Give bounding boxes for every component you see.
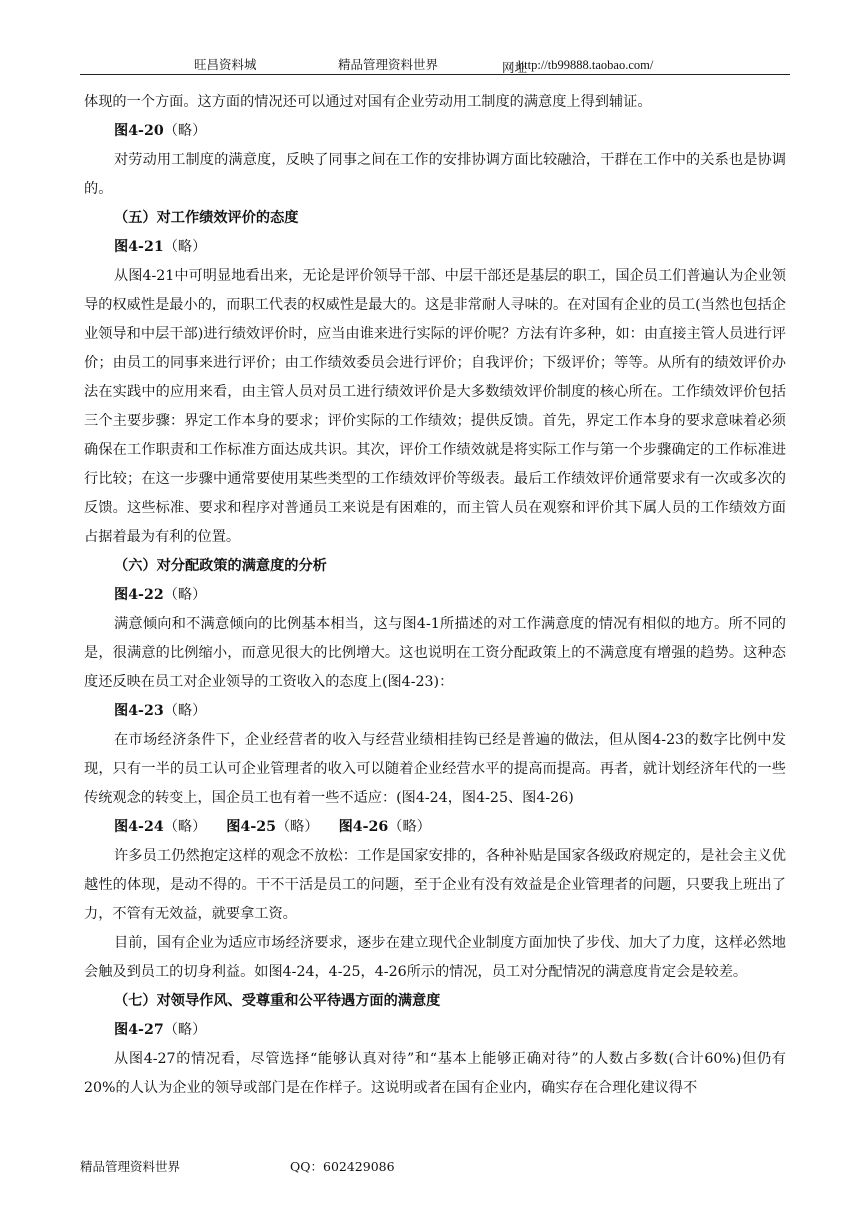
figure-number: 图4-20 bbox=[114, 123, 164, 139]
figure-number: 图4-21 bbox=[114, 239, 164, 255]
header-site-name: 旺昌资料城 bbox=[194, 57, 257, 72]
header-url-link[interactable]: http://tb99888.taobao.com/ bbox=[517, 58, 654, 72]
figure-label-4-27 bbox=[84, 1016, 786, 1045]
figure-number: 图4-27 bbox=[114, 1022, 164, 1038]
header-slogan: 精品管理资料世界 bbox=[338, 57, 439, 72]
paragraph: 满意倾向和不满意倾向的比例基本相当，这与图4-1所描述的对工作满意度的情况有相似的地方。所不同的是，很满意的比例缩小，而意见很大的比例增大。这也说明在工资分配政策上的不满意度有增强的趋势。这种态度还反映在员工对企业领导的工资收入的态度上(图4-23)： bbox=[84, 616, 786, 690]
footer-qq: QQ：602429086 bbox=[290, 1159, 395, 1174]
figure-omitted-note: （略） bbox=[163, 1022, 207, 1038]
figure-number: 图4-25 bbox=[226, 819, 276, 835]
figure-omitted-note: （略） bbox=[163, 123, 207, 139]
figure-omitted-note: （略） bbox=[275, 819, 319, 835]
section-heading-7: （七）对领导作风、受尊重和公平待遇方面的满意度 bbox=[114, 993, 441, 1009]
figure-number: 图4-24 bbox=[114, 819, 164, 835]
figure-omitted-note: （略） bbox=[163, 819, 207, 835]
figure-label-4-21 bbox=[84, 233, 786, 262]
figure-label-4-23 bbox=[84, 697, 786, 726]
paragraph: 在市场经济条件下，企业经营者的收入与经营业绩相挂钩已经是普遍的做法，但从图4-23的数字比例中发现，只有一半的员工认可企业管理者的收入可以随着企业经营水平的提高而提高。再者，就计划经济年代的一些传统观念的转变上，国企员工也有着一些不适应：(图4-24，图4-25、图4-26) bbox=[84, 732, 786, 806]
figure-labels-4-24-to-4-26 bbox=[84, 813, 786, 842]
paragraph: 从图4-21中可明显地看出来，无论是评价领导干部、中层干部还是基层的职工，国企员工们普遍认为企业领导的权威性是最小的，而职工代表的权威性是最大的。这是非常耐人寻味的。在对国有企业的员工(当然也包括企业领导和中层干部)进行绩效评价时，应当由谁来进行实际的评价呢？方法有许多种，如：由直接主管人员进行评价；由员工的同事来进行评价；由工作绩效委员会进行评价；自我评价；下级评价；等等。从所有的绩效评价办法在实践中的应用来看，由主管人员对员工进行绩效评价是大多数绩效评价制度的核心所在。工作绩效评价包括三个主要步骤：界定工作本身的要求；评价实际的工作绩效；提供反馈。首先，界定工作本身的要求意味着必须确保在工作职责和工作标准方面达成共识。其次，评价工作绩效就是将实际工作与第一个步骤确定的工作标准进行比较；在这一步骤中通常要使用某些类型的工作绩效评价等级表。最后工作绩效评价通常要求有一次或多次的反馈。这些标准、要求和程序对普通员工来说是有困难的，而主管人员在观察和评价其下属人员的工作绩效方面占据着最为有利的位置。 bbox=[84, 268, 786, 545]
paragraph: 对劳动用工制度的满意度，反映了同事之间在工作的安排协调方面比较融洽，干群在工作中的关系也是协调的。 bbox=[84, 152, 786, 197]
header-url-block bbox=[502, 55, 654, 75]
section-heading-6: （六）对分配政策的满意度的分析 bbox=[114, 558, 327, 574]
page-header bbox=[80, 52, 790, 75]
paragraph: 体现的一个方面。这方面的情况还可以通过对国有企业劳动用工制度的满意度上得到辅证。 bbox=[84, 94, 652, 110]
paragraph: 许多员工仍然抱定这样的观念不放松：工作是国家安排的，各种补贴是国家各级政府规定的，是社会主义优越性的体现，是动不得的。干不干活是员工的问题，至于企业有没有效益是企业管理者的问题，只要我上班出了力，不管有无效益，就要拿工资。 bbox=[84, 848, 786, 922]
section-heading-5: （五）对工作绩效评价的态度 bbox=[114, 210, 299, 226]
footer-brand: 精品管理资料世界 bbox=[80, 1159, 181, 1174]
figure-omitted-note: （略） bbox=[163, 587, 207, 603]
figure-number: 图4-23 bbox=[114, 703, 164, 719]
header-url-label: 网址 bbox=[502, 60, 528, 75]
figure-number: 图4-22 bbox=[114, 587, 164, 603]
document-body bbox=[84, 88, 786, 1103]
figure-label-4-22 bbox=[84, 581, 786, 610]
figure-omitted-note: （略） bbox=[388, 819, 431, 835]
figure-omitted-note: （略） bbox=[163, 239, 207, 255]
figure-label-4-20 bbox=[84, 117, 786, 146]
paragraph: 目前，国有企业为适应市场经济要求，逐步在建立现代企业制度方面加快了步伐、加大了力度，这样必然地会触及到员工的切身利益。如图4-24，4-25，4-26所示的情况，员工对分配情况的满意度肯定会是较差。 bbox=[84, 935, 786, 980]
figure-omitted-note: （略） bbox=[163, 703, 207, 719]
figure-number: 图4-26 bbox=[338, 819, 389, 835]
paragraph: 从图4-27的情况看，尽管选择“能够认真对待”和“基本上能够正确对待”的人数占多数(合计60%)但仍有20%的人认为企业的领导或部门是在作样子。这说明或者在国有企业内，确实存在合理化建议得不 bbox=[84, 1051, 786, 1096]
